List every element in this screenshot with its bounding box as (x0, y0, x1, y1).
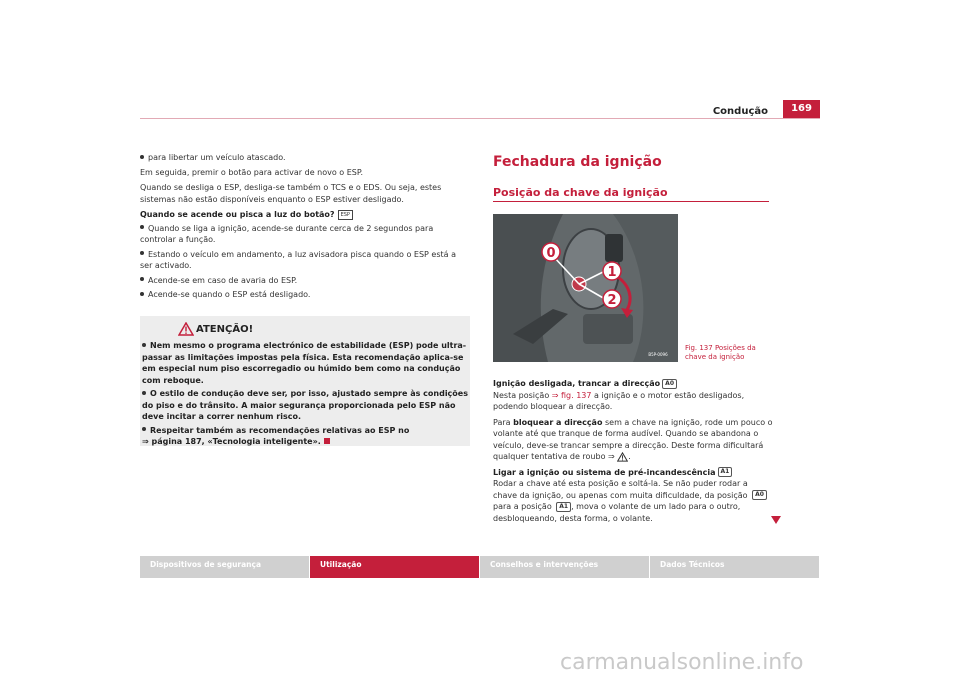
bullet-icon (142, 427, 146, 431)
position-0-title: Ignição desligada, trancar a direcção A0 (493, 378, 773, 390)
list-item: O estilo de condução deve ser, por isso, ajustado sempre às condições do piso e do trânsito. A maior segurança proporcionada pelo ESP não deve incitar a correr nenhum risco. (142, 389, 468, 421)
bullet-icon (140, 292, 144, 296)
position-a0-icon: A0 (662, 379, 677, 389)
section-end-icon (324, 438, 330, 444)
next-page-arrow-icon[interactable] (771, 516, 781, 524)
bullet-icon (140, 155, 144, 159)
footer-nav (140, 556, 820, 578)
bullet-icon (140, 277, 144, 281)
list-item: Quando se liga a ignição, acende-se durante cerca de 2 segundos para controlar a função. (140, 223, 434, 244)
esp-key-icon: ESP (338, 210, 353, 220)
bullet-icon (142, 391, 146, 395)
left-column (140, 152, 470, 304)
tab-dados-tecnicos[interactable]: Dados Técnicos (650, 556, 820, 578)
page-reference-link[interactable]: página 187, «Tecnologia inteligente». (151, 437, 321, 446)
page-title: Condução (712, 106, 768, 117)
reference-arrow-icon: ⇒ (142, 437, 149, 446)
tab-utilizacao[interactable]: Utilização (310, 556, 480, 578)
svg-text:0: 0 (546, 246, 556, 261)
section-heading: Fechadura da ignição (493, 154, 662, 170)
position-a0-icon: A0 (752, 490, 767, 500)
svg-text:1: 1 (607, 265, 617, 280)
list-item: Estando o veículo em andamento, a luz avisadora pisca quando o ESP está a ser activado. (140, 249, 456, 270)
paragraph: Para bloquear a direcção sem a chave na ignição, rode um pouco o volante até que tranque de forma audível. Quando se abandona o veículo, deve-se trancar sempre a direcção. Deste forma dificultará qualquer tentativa de roubo ⇒ . (493, 417, 773, 461)
warning-box (140, 316, 470, 446)
right-column-text (493, 378, 773, 528)
paragraph: Rodar a chave até esta posição e soltá-la. Se não puder rodar a chave da ignição, ou apenas com muita dificuldade, da posição A0 para a posição A1 , mova o volante de um lado para o outro, desbloqueando, desta forma, o volante. (493, 478, 773, 524)
list-item: Nem mesmo o programa electrónico de estabilidade (ESP) pode ultra-passar as limitações impostas pela física. Esta recomendação aplica-se em especial num piso escorregadio ou húmido bem como na condução com reboque. (142, 341, 467, 385)
paragraph: Nesta posição ⇒ fig. 137 a ignição e o motor estão desligados, podendo bloquear a direcção. (493, 390, 745, 411)
warning-icon (178, 322, 194, 336)
list-item: para libertar um veículo atascado. (140, 152, 470, 164)
bullet-icon (142, 343, 146, 347)
figure-caption: Fig. 137 Posições da chave da ignição (685, 344, 756, 361)
subheading-rule (493, 201, 769, 202)
bullet-icon (140, 225, 144, 229)
header-rule (140, 118, 820, 119)
bullet-icon (140, 251, 144, 255)
list-item: Acende-se em caso de avaria do ESP. (140, 275, 470, 287)
ignition-illustration (493, 214, 678, 362)
svg-text:2: 2 (607, 293, 617, 308)
list-item: Respeitar também as recomendações relativas ao ESP no ⇒ página 187, «Tecnologia inteligente». (142, 425, 410, 446)
tab-conselhos-intervencoes[interactable]: Conselhos e intervenções (480, 556, 650, 578)
page-number-badge: 169 (783, 100, 820, 118)
figure-reference-link[interactable]: ⇒ fig. 137 (551, 390, 592, 400)
position-a1-icon: A1 (556, 502, 571, 512)
position-1-title: Ligar a ignição ou sistema de pré-incandescência A1 (493, 467, 773, 479)
warning-icon (617, 452, 628, 462)
paragraph: Em seguida, premir o botão para activar de novo o ESP. (140, 167, 363, 177)
paragraph: Quando se desliga o ESP, desliga-se também o TCS e o EDS. Ou seja, estes sistemas não estão disponíveis enquanto o ESP estiver desligado. (140, 183, 442, 204)
subsection-heading: Posição da chave da ignição (493, 186, 668, 199)
list-item: Acende-se quando o ESP está desligado. (140, 289, 470, 301)
question-heading: Quando se acende ou pisca a luz do botão? ESP (140, 209, 470, 221)
watermark: carmanualsonline.info (560, 650, 804, 675)
ignition-figure (493, 214, 678, 362)
tab-dispositivos-seguranca[interactable]: Dispositivos de segurança (140, 556, 310, 578)
figure-code: B5P-0096 (648, 352, 668, 357)
warning-title: ATENÇÃO! (196, 324, 254, 335)
warning-body (142, 340, 468, 450)
position-a1-icon: A1 (718, 467, 733, 477)
